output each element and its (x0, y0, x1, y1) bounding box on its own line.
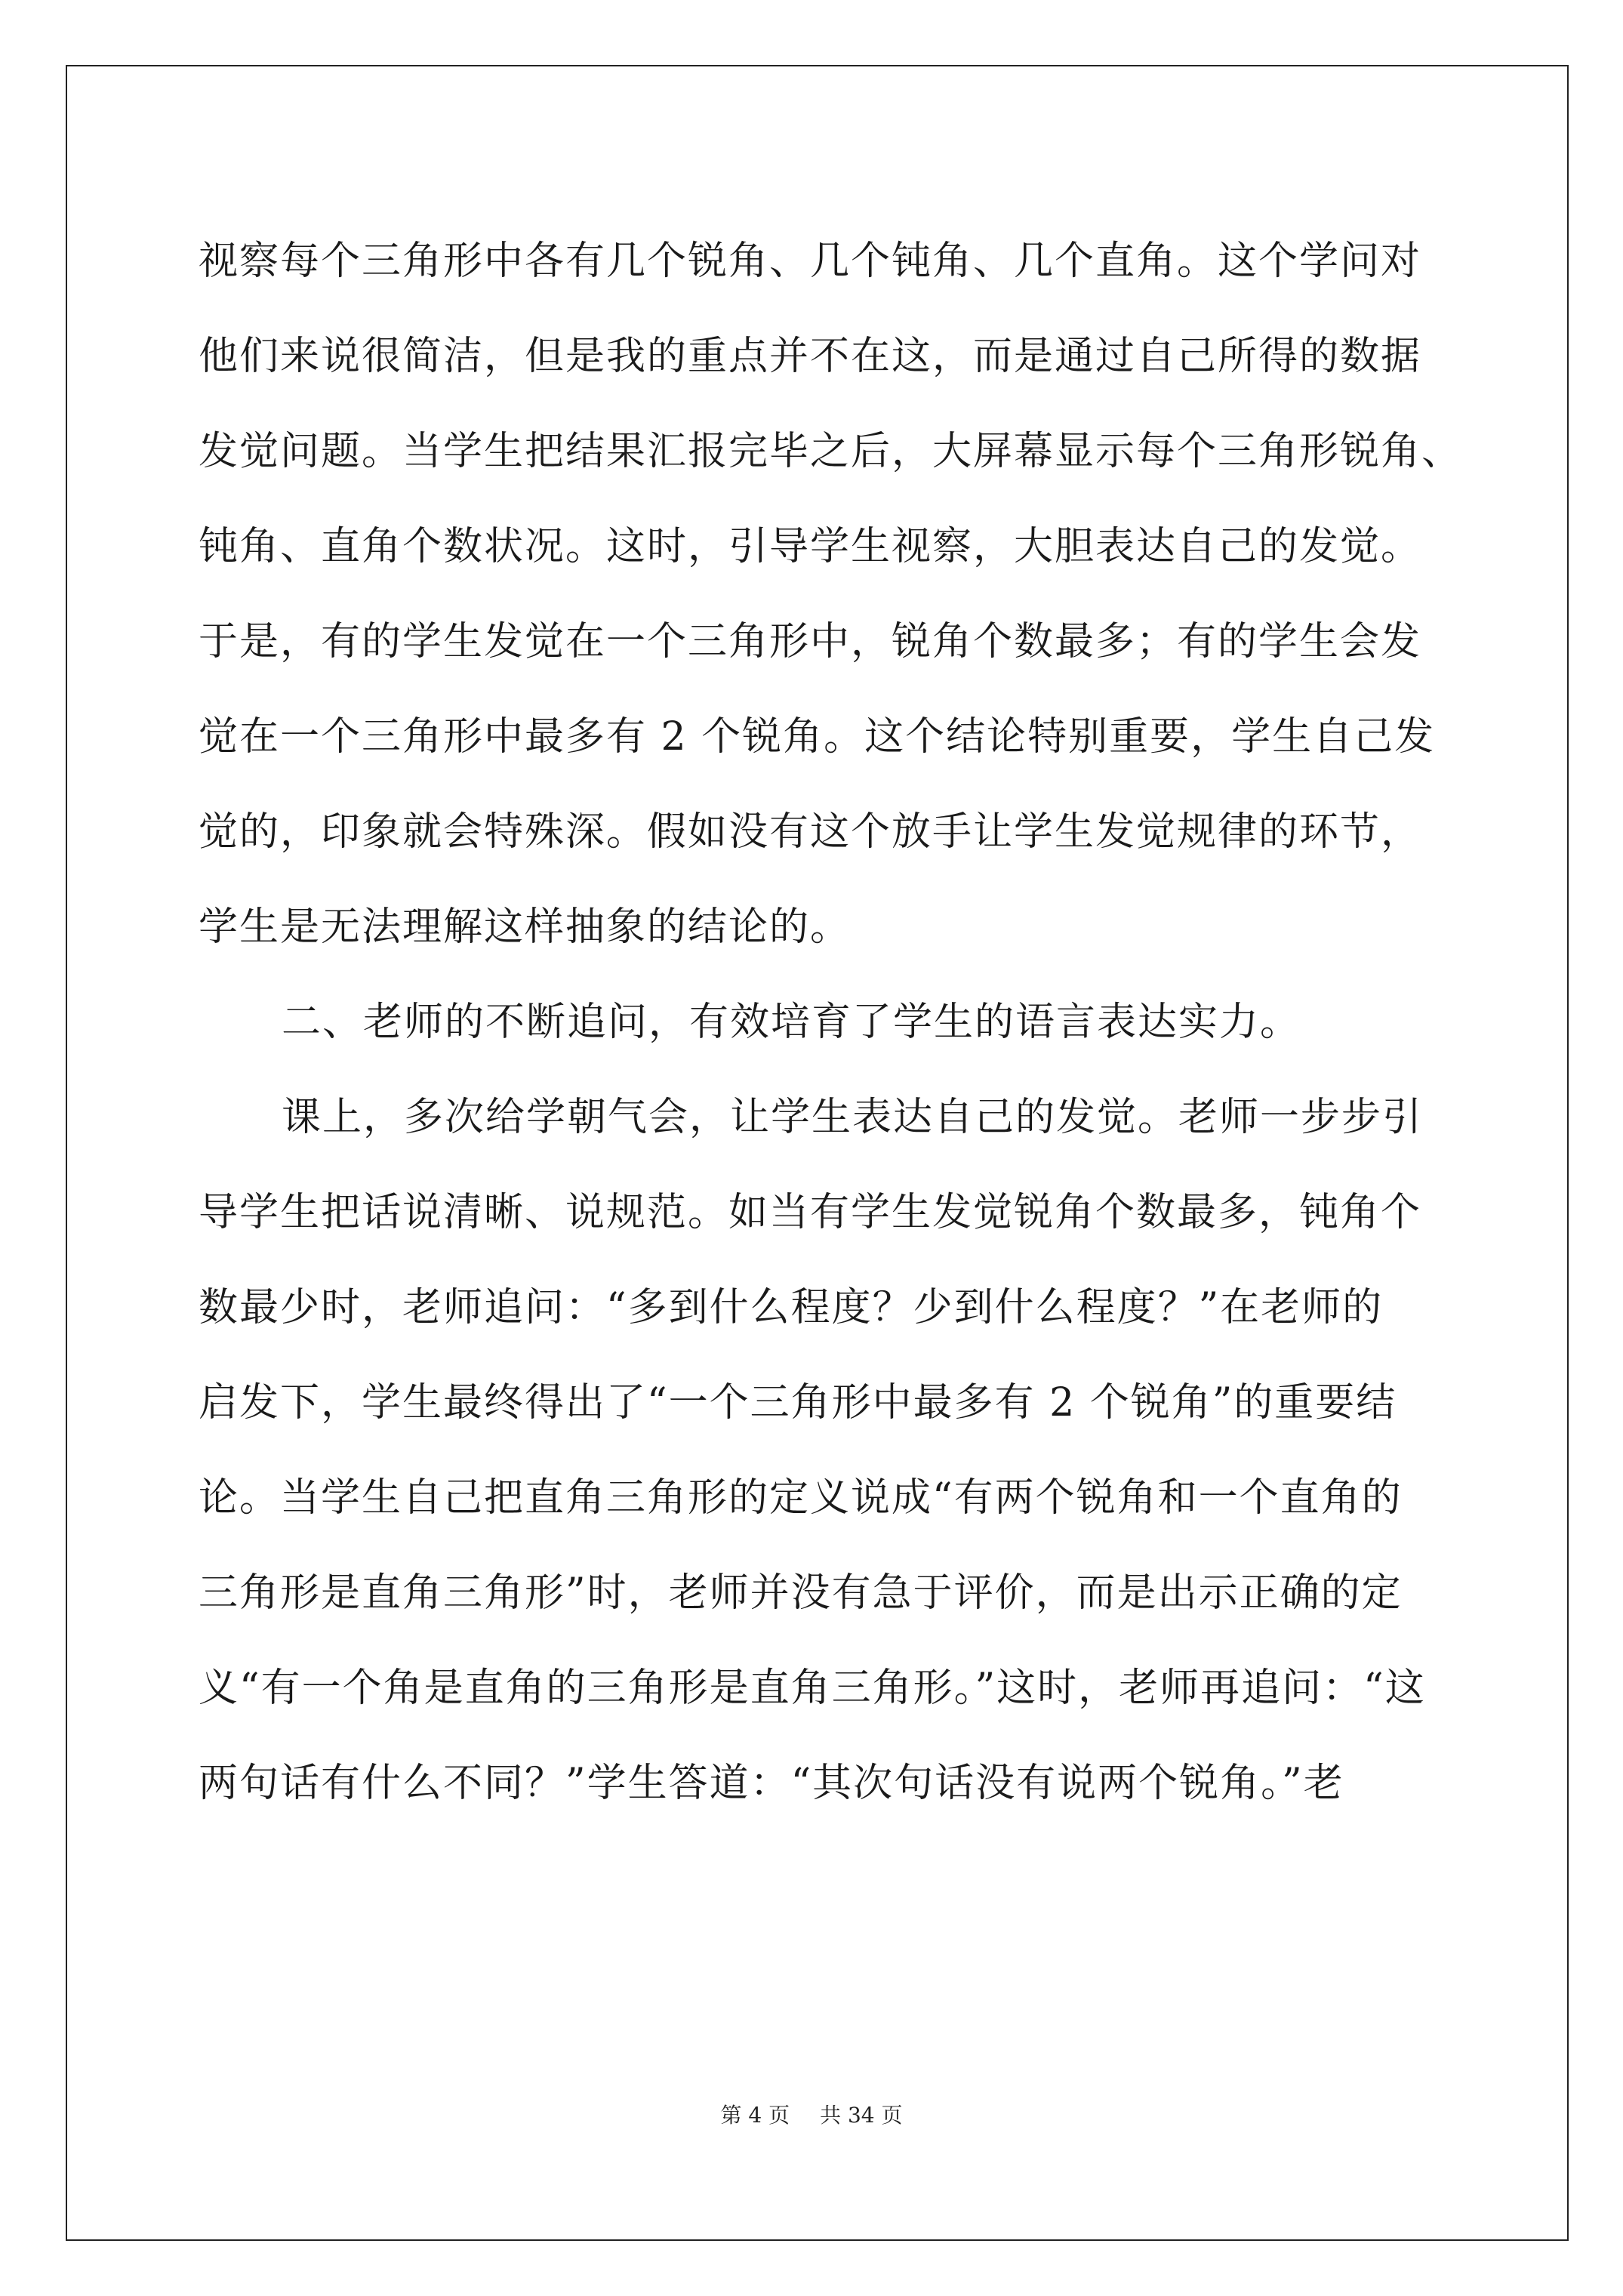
text-line: 觉在一个三角形中最多有 2 个锐角。这个结论特别重要，学生自己发 (199, 714, 1436, 760)
section-heading: 二、老师的不断追问，有效培育了学生的语言表达实力。 (282, 1000, 1301, 1045)
text-line: 钝角、直角个数状况。这时，引导学生视察，大胆表达自己的发觉。 (199, 524, 1422, 569)
text-line: 导学生把话说清晰、说规范。如当有学生发觉锐角个数最多，钝角个 (199, 1190, 1422, 1235)
text-line: 三角形是直角三角形”时，老师并没有急于评价，而是出示正确的定 (199, 1570, 1403, 1616)
body-text (199, 214, 1463, 1831)
page-footer (0, 2100, 1623, 2131)
text-line: 于是，有的学生发觉在一个三角形中，锐角个数最多；有的学生会发 (199, 619, 1422, 664)
text-line: 论。当学生自己把直角三角形的定义说成“有两个锐角和一个直角的 (199, 1475, 1403, 1521)
page-total: 共 34 页 (820, 2103, 903, 2128)
page-number: 第 4 页 (720, 2103, 790, 2128)
text-line: 他们来说很简洁，但是我的重点并不在这，而是通过自己所得的数据 (199, 334, 1422, 379)
text-line: 觉的，印象就会特殊深。假如没有这个放手让学生发觉规律的环节， (199, 809, 1422, 855)
text-line: 两句话有什么不同？”学生答道：“其次句话没有说两个锐角。”老 (199, 1761, 1344, 1806)
text-line: 学生是无法理解这样抽象的结论的。 (199, 905, 852, 950)
text-line: 发觉问题。当学生把结果汇报完毕之后，大屏幕显示每个三角形锐角、 (199, 429, 1463, 474)
text-line: 视察每个三角形中各有几个锐角、几个钝角、几个直角。这个学问对 (199, 239, 1422, 284)
text-line: 数最少时，老师追问：“多到什么程度？少到什么程度？”在老师的 (199, 1285, 1384, 1330)
text-line: 义“有一个角是直角的三角形是直角三角形。”这时，老师再追问：“这 (199, 1666, 1426, 1711)
text-line: 课上，多次给学朝气会，让学生表达自己的发觉。老师一步步引 (282, 1095, 1424, 1140)
text-line: 启发下，学生最终得出了“一个三角形中最多有 2 个锐角”的重要结 (199, 1380, 1397, 1425)
